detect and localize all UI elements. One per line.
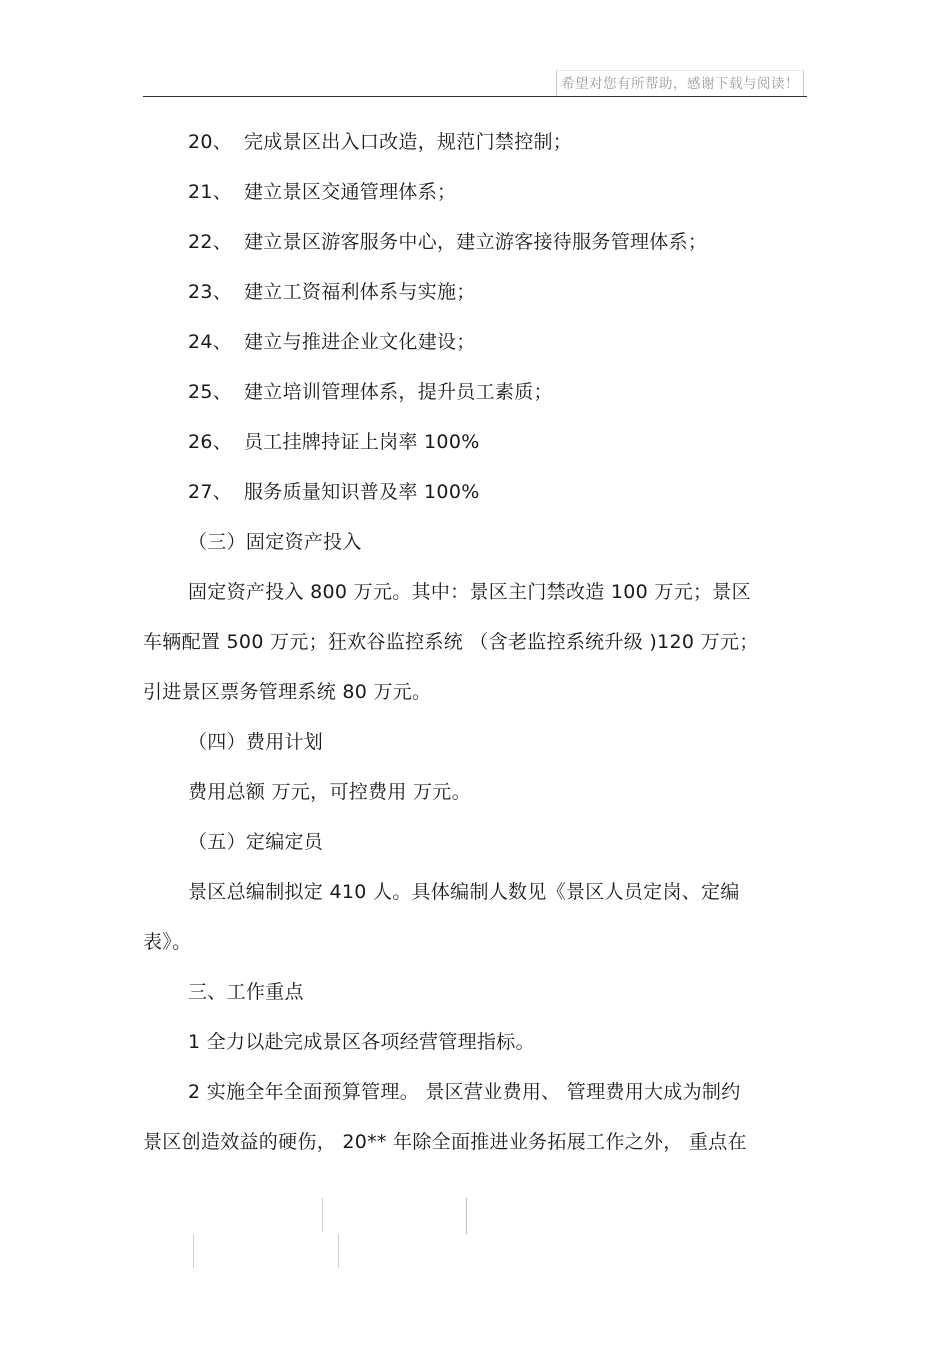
list-item-number: 27、 — [188, 481, 233, 503]
section-heading: （三）固定资产投入 — [188, 531, 362, 553]
paragraph-line: 车辆配置 500 万元；狂欢谷监控系统 （含老监控系统升级 )120 万元； — [143, 631, 759, 653]
paragraph-line: 2 实施全年全面预算管理。 景区营业费用、 管理费用大成为制约 — [188, 1081, 741, 1103]
scan-artifact-line — [193, 1234, 194, 1268]
list-item-text: 建立景区交通管理体系； — [244, 181, 457, 203]
scan-artifact-line — [322, 1198, 323, 1232]
list-item-text: 服务质量知识普及率 100% — [244, 481, 480, 503]
list-item-text: 完成景区出入口改造，规范门禁控制； — [244, 131, 573, 153]
paragraph-line: 1 全力以赴完成景区各项经营管理指标。 — [188, 1031, 535, 1053]
paragraph-line: 景区总编制拟定 410 人。具体编制人数见《景区人员定岗、定编 — [188, 881, 740, 903]
part-heading: 三、工作重点 — [188, 981, 304, 1003]
section-heading: （五）定编定员 — [188, 831, 324, 853]
list-item-number: 20、 — [188, 131, 233, 153]
scan-artifact-line — [466, 1198, 467, 1234]
list-item-number: 22、 — [188, 231, 233, 253]
download-stamp: 希望对您有所帮助，感谢下载与阅读！ — [556, 70, 804, 96]
scan-artifact-line — [338, 1234, 339, 1268]
section-heading: （四）费用计划 — [188, 731, 324, 753]
paragraph-line: 表》。 — [143, 931, 192, 953]
list-item-number: 24、 — [188, 331, 233, 353]
paragraph-line: 引进景区票务管理系统 80 万元。 — [143, 681, 432, 703]
list-item-text: 员工挂牌持证上岗率 100% — [244, 431, 480, 453]
list-item-number: 25、 — [188, 381, 233, 403]
list-item-text: 建立工资福利体系与实施； — [244, 281, 476, 303]
header-rule — [143, 96, 807, 97]
list-item-number: 21、 — [188, 181, 233, 203]
list-item-text: 建立景区游客服务中心，建立游客接待服务管理体系； — [244, 231, 708, 253]
list-item-text: 建立与推进企业文化建设； — [244, 331, 476, 353]
paragraph-line: 费用总额 万元，可控费用 万元。 — [188, 781, 471, 803]
list-item-number: 26、 — [188, 431, 233, 453]
paragraph-line: 固定资产投入 800 万元。其中：景区主门禁改造 100 万元；景区 — [188, 581, 751, 603]
list-item-text: 建立培训管理体系，提升员工素质； — [244, 381, 553, 403]
list-item-number: 23、 — [188, 281, 233, 303]
paragraph-line: 景区创造效益的硬伤， 20** 年除全面推进业务拓展工作之外， 重点在 — [143, 1131, 747, 1153]
